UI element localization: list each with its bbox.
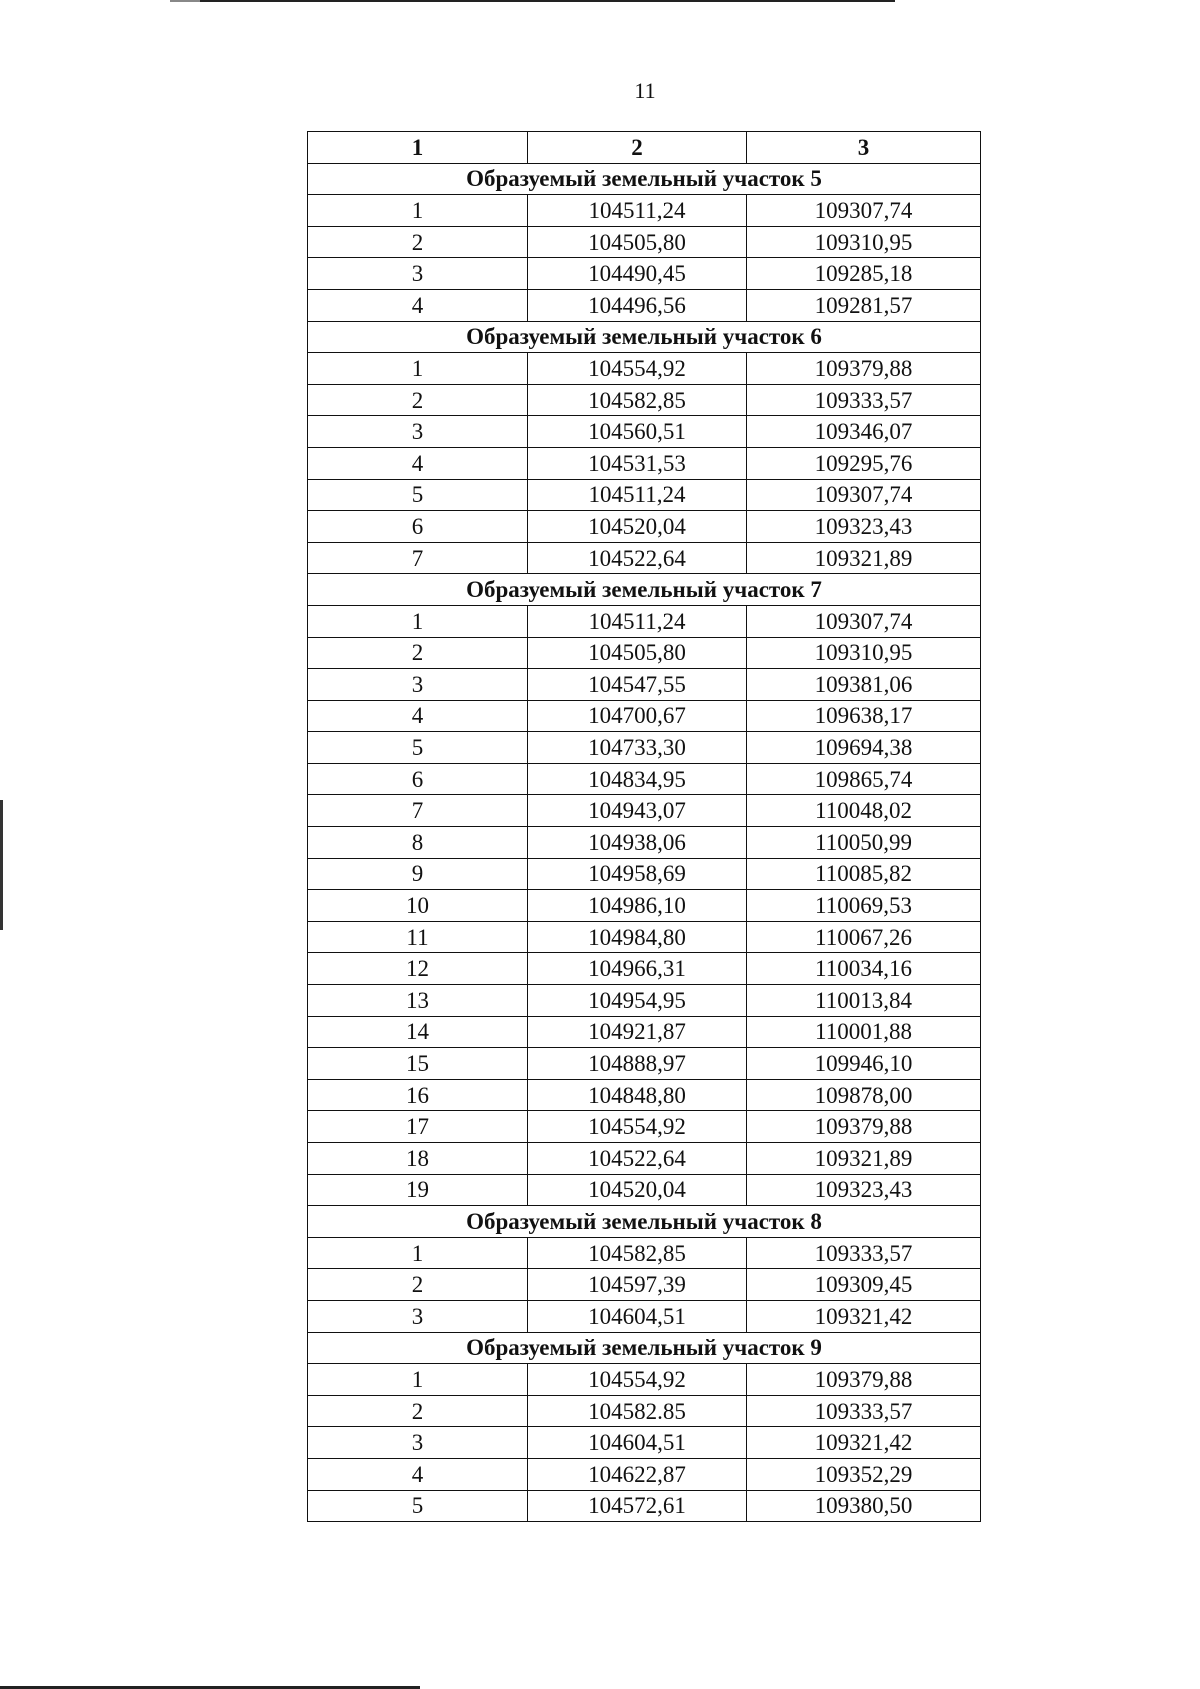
coordinate-y-cell: 109946,10	[747, 1048, 981, 1080]
coordinate-x-cell: 104700,67	[528, 700, 747, 732]
point-number-cell: 17	[308, 1111, 528, 1143]
section-header-row	[308, 321, 981, 353]
column-header-3: 3	[747, 132, 981, 164]
coordinate-x-cell: 104597,39	[528, 1269, 747, 1301]
point-number-cell: 2	[308, 384, 528, 416]
coordinate-y-cell: 109321,89	[747, 542, 981, 574]
coordinate-x-cell: 104582.85	[528, 1395, 747, 1427]
table-row	[308, 858, 981, 890]
point-number-cell: 2	[308, 1269, 528, 1301]
coordinate-y-cell: 109285,18	[747, 258, 981, 290]
coordinate-x-cell: 104604,51	[528, 1427, 747, 1459]
point-number-cell: 3	[308, 669, 528, 701]
section-header-row	[308, 163, 981, 195]
section-header-row	[308, 1206, 981, 1238]
point-number-cell: 19	[308, 1174, 528, 1206]
table-row	[308, 353, 981, 385]
table-row	[308, 921, 981, 953]
table-row	[308, 1079, 981, 1111]
section-title: Образуемый земельный участок 9	[308, 1332, 981, 1364]
table-row	[308, 479, 981, 511]
coordinate-y-cell: 109310,95	[747, 637, 981, 669]
coordinate-x-cell: 104531,53	[528, 447, 747, 479]
table-row	[308, 195, 981, 227]
point-number-cell: 14	[308, 1016, 528, 1048]
point-number-cell: 16	[308, 1079, 528, 1111]
table-row	[308, 763, 981, 795]
point-number-cell: 4	[308, 700, 528, 732]
table-row	[308, 700, 981, 732]
table-row	[308, 1427, 981, 1459]
table-row	[308, 447, 981, 479]
coordinate-y-cell: 109307,74	[747, 605, 981, 637]
table-row	[308, 669, 981, 701]
point-number-cell: 4	[308, 289, 528, 321]
point-number-cell: 7	[308, 795, 528, 827]
coordinate-x-cell: 104958,69	[528, 858, 747, 890]
coordinate-x-cell: 104943,07	[528, 795, 747, 827]
coordinate-y-cell: 109380,50	[747, 1490, 981, 1522]
coordinate-x-cell: 104572,61	[528, 1490, 747, 1522]
point-number-cell: 7	[308, 542, 528, 574]
coordinate-y-cell: 110067,26	[747, 921, 981, 953]
point-number-cell: 5	[308, 479, 528, 511]
coordinate-x-cell: 104582,85	[528, 384, 747, 416]
table-row	[308, 1364, 981, 1396]
coordinate-y-cell: 109323,43	[747, 1174, 981, 1206]
point-number-cell: 1	[308, 1364, 528, 1396]
table-row	[308, 1143, 981, 1175]
coordinate-y-cell: 109333,57	[747, 1395, 981, 1427]
coordinate-y-cell: 109309,45	[747, 1269, 981, 1301]
table-row	[308, 1490, 981, 1522]
coordinate-x-cell: 104921,87	[528, 1016, 747, 1048]
coordinate-x-cell: 104505,80	[528, 226, 747, 258]
table-row	[308, 384, 981, 416]
coordinate-y-cell: 109321,89	[747, 1143, 981, 1175]
point-number-cell: 6	[308, 511, 528, 543]
table-row	[308, 258, 981, 290]
coordinate-y-cell: 109865,74	[747, 763, 981, 795]
coordinate-x-cell: 104554,92	[528, 353, 747, 385]
table-row	[308, 827, 981, 859]
coordinate-x-cell: 104888,97	[528, 1048, 747, 1080]
table-row	[308, 953, 981, 985]
point-number-cell: 1	[308, 605, 528, 637]
section-title: Образуемый земельный участок 6	[308, 321, 981, 353]
coordinate-y-cell: 109310,95	[747, 226, 981, 258]
point-number-cell: 12	[308, 953, 528, 985]
point-number-cell: 5	[308, 732, 528, 764]
coordinate-x-cell: 104986,10	[528, 890, 747, 922]
point-number-cell: 10	[308, 890, 528, 922]
coordinate-x-cell: 104604,51	[528, 1300, 747, 1332]
coordinate-y-cell: 110069,53	[747, 890, 981, 922]
table-row	[308, 637, 981, 669]
point-number-cell: 3	[308, 416, 528, 448]
point-number-cell: 2	[308, 637, 528, 669]
coordinate-y-cell: 109333,57	[747, 1237, 981, 1269]
table-row	[308, 605, 981, 637]
point-number-cell: 1	[308, 353, 528, 385]
coordinate-x-cell: 104582,85	[528, 1237, 747, 1269]
coordinate-y-cell: 109379,88	[747, 1111, 981, 1143]
coordinate-y-cell: 109379,88	[747, 353, 981, 385]
point-number-cell: 3	[308, 258, 528, 290]
table-row	[308, 1300, 981, 1332]
coordinate-y-cell: 109281,57	[747, 289, 981, 321]
coordinate-y-cell: 110001,88	[747, 1016, 981, 1048]
table-row	[308, 795, 981, 827]
point-number-cell: 3	[308, 1427, 528, 1459]
scan-edge-left	[0, 800, 3, 930]
coordinate-y-cell: 109352,29	[747, 1458, 981, 1490]
coordinate-y-cell: 109379,88	[747, 1364, 981, 1396]
table-row	[308, 289, 981, 321]
coordinate-x-cell: 104505,80	[528, 637, 747, 669]
table-row	[308, 732, 981, 764]
column-header-1: 1	[308, 132, 528, 164]
coordinate-y-cell: 109295,76	[747, 447, 981, 479]
coordinate-x-cell: 104496,56	[528, 289, 747, 321]
scan-edge-top	[170, 0, 895, 2]
table-row	[308, 1048, 981, 1080]
coordinates-table	[307, 131, 981, 1522]
coordinate-y-cell: 109323,43	[747, 511, 981, 543]
coordinate-x-cell: 104511,24	[528, 605, 747, 637]
coordinate-x-cell: 104520,04	[528, 511, 747, 543]
table-row	[308, 1458, 981, 1490]
table-row	[308, 511, 981, 543]
point-number-cell: 18	[308, 1143, 528, 1175]
table-row	[308, 542, 981, 574]
coordinate-x-cell: 104547,55	[528, 669, 747, 701]
table-row	[308, 1174, 981, 1206]
coordinate-x-cell: 104554,92	[528, 1364, 747, 1396]
coordinate-y-cell: 110034,16	[747, 953, 981, 985]
coordinate-x-cell: 104848,80	[528, 1079, 747, 1111]
coordinate-x-cell: 104522,64	[528, 542, 747, 574]
table-row	[308, 416, 981, 448]
section-title: Образуемый земельный участок 5	[308, 163, 981, 195]
point-number-cell: 6	[308, 763, 528, 795]
table-row	[308, 1237, 981, 1269]
coordinate-y-cell: 109321,42	[747, 1427, 981, 1459]
coordinate-y-cell: 109346,07	[747, 416, 981, 448]
coordinate-x-cell: 104622,87	[528, 1458, 747, 1490]
table-row	[308, 1269, 981, 1301]
coordinates-table-body	[308, 132, 981, 1522]
coordinate-x-cell: 104490,45	[528, 258, 747, 290]
coordinate-x-cell: 104554,92	[528, 1111, 747, 1143]
point-number-cell: 2	[308, 226, 528, 258]
coordinate-x-cell: 104522,64	[528, 1143, 747, 1175]
coordinate-y-cell: 109638,17	[747, 700, 981, 732]
coordinate-x-cell: 104560,51	[528, 416, 747, 448]
coordinate-y-cell: 110048,02	[747, 795, 981, 827]
table-row	[308, 1016, 981, 1048]
coordinate-x-cell: 104966,31	[528, 953, 747, 985]
section-title: Образуемый земельный участок 8	[308, 1206, 981, 1238]
section-header-row	[308, 1332, 981, 1364]
coordinate-y-cell: 109333,57	[747, 384, 981, 416]
coordinate-y-cell: 109321,42	[747, 1300, 981, 1332]
table-row	[308, 985, 981, 1017]
coordinate-y-cell: 109878,00	[747, 1079, 981, 1111]
coordinate-y-cell: 109307,74	[747, 479, 981, 511]
point-number-cell: 4	[308, 447, 528, 479]
coordinate-x-cell: 104938,06	[528, 827, 747, 859]
table-row	[308, 890, 981, 922]
coordinate-x-cell: 104733,30	[528, 732, 747, 764]
coordinate-y-cell: 110085,82	[747, 858, 981, 890]
point-number-cell: 4	[308, 1458, 528, 1490]
point-number-cell: 3	[308, 1300, 528, 1332]
table-row	[308, 226, 981, 258]
point-number-cell: 11	[308, 921, 528, 953]
coordinate-x-cell: 104511,24	[528, 195, 747, 227]
point-number-cell: 2	[308, 1395, 528, 1427]
coordinate-y-cell: 110013,84	[747, 985, 981, 1017]
column-header-2: 2	[528, 132, 747, 164]
coordinate-x-cell: 104954,95	[528, 985, 747, 1017]
point-number-cell: 5	[308, 1490, 528, 1522]
table-header-row	[308, 132, 981, 164]
coordinate-y-cell: 109381,06	[747, 669, 981, 701]
coordinate-x-cell: 104520,04	[528, 1174, 747, 1206]
point-number-cell: 1	[308, 195, 528, 227]
point-number-cell: 15	[308, 1048, 528, 1080]
coordinate-x-cell: 104984,80	[528, 921, 747, 953]
point-number-cell: 13	[308, 985, 528, 1017]
section-title: Образуемый земельный участок 7	[308, 574, 981, 606]
table-row	[308, 1111, 981, 1143]
point-number-cell: 8	[308, 827, 528, 859]
section-header-row	[308, 574, 981, 606]
coordinate-x-cell: 104834,95	[528, 763, 747, 795]
point-number-cell: 9	[308, 858, 528, 890]
coordinate-y-cell: 109694,38	[747, 732, 981, 764]
point-number-cell: 1	[308, 1237, 528, 1269]
coordinate-x-cell: 104511,24	[528, 479, 747, 511]
coordinate-y-cell: 110050,99	[747, 827, 981, 859]
table-row	[308, 1395, 981, 1427]
coordinate-y-cell: 109307,74	[747, 195, 981, 227]
page-number: 11	[634, 78, 656, 103]
